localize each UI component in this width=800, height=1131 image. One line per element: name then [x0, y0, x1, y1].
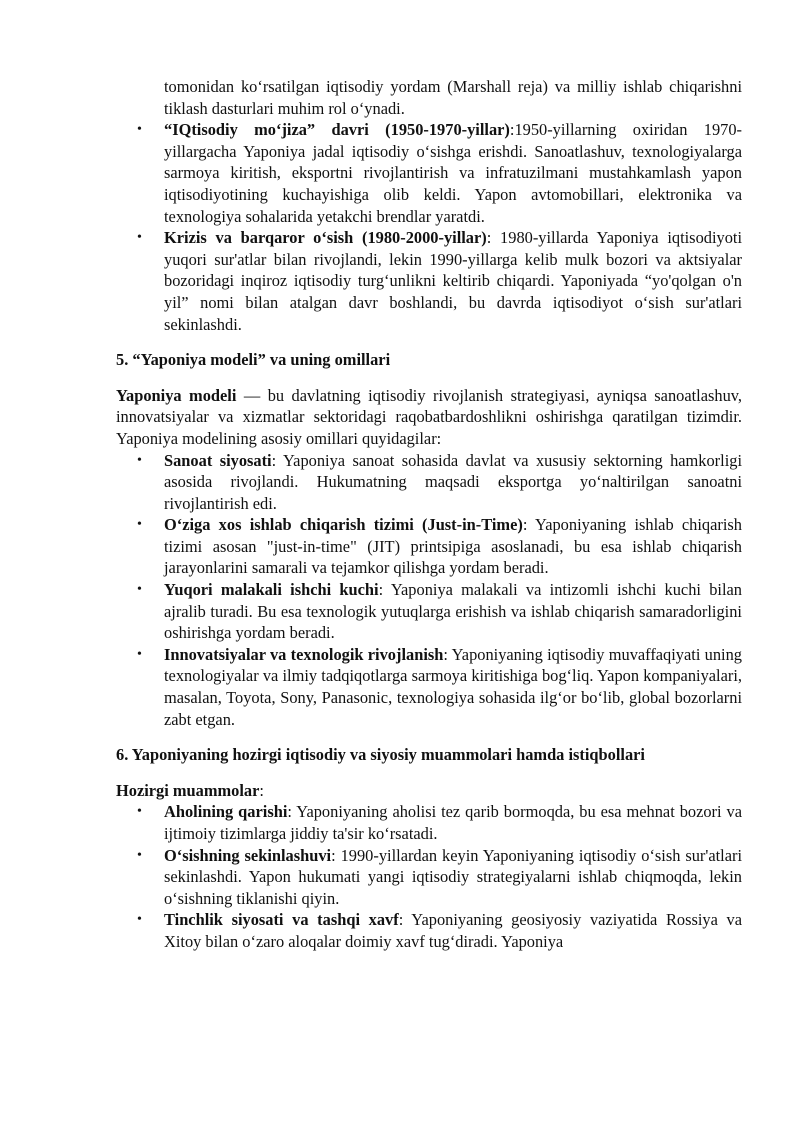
- item-text: : Yaponiyaning aholisi tez qarib bormoqda, bu esa mehnat bozori va ijtimoiy tizimlarga jiddiy ta'sir ko‘rsatadi.: [164, 802, 742, 843]
- intro-text: — bu davlatning iqtisodiy rivojlanish strategiyasi, ayniqsa sanoatlashuv, innovatsiyalar va xizmatlar sektoridagi raqobatbardoshlikni oshirishga qaratilgan tizimdir. Yaponiya modelining asosiy omillari quyidagilar:: [116, 385, 742, 448]
- list-item: [116, 119, 742, 227]
- bullet-icon: •: [137, 452, 142, 468]
- section-6-heading: 6. Yaponiyaning hozirgi iqtisodiy va siyosiy muammolari hamda istiqbollari: [116, 745, 645, 765]
- item-text: : Yaponiyaning geosiyosiy vaziyatida Rossiya va Xitoy bilan o‘zaro aloqalar doimiy xavf tug‘diradi. Yaponiya: [164, 910, 742, 951]
- item-title: O‘sishning sekinlashuvi: [164, 845, 332, 865]
- item-title: “IQtisodiy mo‘jiza” davri (1950-1970-yillar): [164, 120, 510, 140]
- item-title: Yuqori malakali ishchi kuchi: [164, 580, 379, 600]
- section-5-heading: 5. “Yaponiya modeli” va uning omillari: [116, 350, 391, 370]
- bullet-icon: •: [137, 804, 142, 820]
- list-item: [116, 845, 742, 910]
- bullet-icon: •: [137, 517, 142, 533]
- bullet-icon: •: [137, 582, 142, 598]
- item-title: Krizis va barqaror o‘sish (1980-2000-yillar): [164, 228, 487, 248]
- bullet-icon: •: [137, 912, 142, 928]
- item-title: Sanoat siyosati: [164, 450, 272, 470]
- list-item: [116, 579, 742, 644]
- item-title: Innovatsiyalar va texnologik rivojlanish: [164, 644, 444, 664]
- list-item: [116, 514, 742, 579]
- bullet-icon: •: [137, 230, 142, 246]
- item-text: :1950-yillarning oxiridan 1970-yillargacha Yaponiya jadal iqtisodiy o‘sishga erishdi. Sanoatlashuv, texnologiyalarga sarmoya kiritish, eksportni rivojlantirish va infratuzilmani mustahkamlash yapon iqtisodiyotining kuchayishiga olib keldi. Yapon avtomobillari, elektronika va texnologiya sohalarida yetakchi brendlar yaratdi.: [164, 120, 742, 226]
- list-item: [116, 909, 742, 952]
- section-5-list: [116, 450, 742, 731]
- item-title: O‘ziga xos ishlab chiqarish tizimi (Just-in-Time): [164, 515, 523, 535]
- intro-term: Yaponiya modeli: [116, 385, 237, 405]
- bullet-icon: •: [137, 122, 142, 138]
- section-6-list: [116, 801, 742, 952]
- item-text: : Yaponiya malakali va intizomli ishchi kuchi bilan ajralib turadi. Bu esa texnologik yutuqlarga erishish va ishlab chiqarish samaradorligini oshirishga yordam beradi.: [164, 580, 742, 643]
- list-item: [116, 801, 742, 844]
- item-title: Tinchlik siyosati va tashqi xavf: [164, 910, 399, 930]
- item-text: : Yaponiyaning ishlab chiqarish tizimi asosan "just-in-time" (JIT) printsipiga asoslanadi, bu esa ishlab chiqarish jarayonlarini samarali va tejamkor qilishga yordam beradi.: [164, 515, 742, 578]
- section-5-intro: [116, 385, 742, 450]
- item-title: Aholining qarishi: [164, 802, 288, 822]
- item-text: : 1990-yillardan keyin Yaponiyaning iqtisodiy o‘sish sur'atlari sekinlashdi. Yapon hukumati yangi iqtisodiy strategiyalarni ishlab chiqmoqda, lekin o‘sishning tiklanishi qiyin.: [164, 845, 742, 908]
- document-body: [116, 76, 742, 953]
- item-text: : 1980-yillarda Yaponiya iqtisodiyoti yuqori sur'atlar bilan rivojlandi, lekin 1990-yillarga kelib mulk bozori va aktsiyalar bozoridagi inqiroz iqtisodiy turg‘unlikni keltirib chiqardi. Yaponiyada “yo'qolgan o'n yil” nomi bilan atalgan davr boshlandi, bu davrda iqtisodiyot o‘sish sur'atlari sekinlashdi.: [164, 228, 743, 334]
- item-text: : Yaponiyaning iqtisodiy muvaffaqiyati uning texnologiyalar va ilmiy tadqiqotlarga sarmoya kiritishiga bog‘liq. Yapon kompaniyalari, masalan, Toyota, Sony, Panasonic, texnologiya sohasida ilg‘or bo‘lib, global bozorlarni zabt etgan.: [164, 644, 742, 729]
- subheading-term: Hozirgi muammolar: [116, 780, 260, 800]
- item-text: : Yaponiya sanoat sohasida davlat va xususiy sektorning hamkorligi asosida rivojlandi. Hukumatning maqsadi eksportga yo‘naltirilgan sanoatni rivojlantirish edi.: [164, 450, 742, 513]
- bullet-icon: •: [137, 646, 142, 662]
- list-item: [116, 450, 742, 515]
- history-list: [116, 119, 742, 335]
- continuation-paragraph: tomonidan ko‘rsatilgan iqtisodiy yordam (Marshall reja) va milliy ishlab chiqarishni tiklash dasturlari muhim rol o‘ynadi.: [164, 77, 742, 118]
- list-item: [116, 227, 742, 335]
- list-item: [116, 644, 742, 730]
- bullet-icon: •: [137, 847, 142, 863]
- subheading-colon: :: [259, 780, 264, 800]
- section-6-subheading: [116, 780, 742, 802]
